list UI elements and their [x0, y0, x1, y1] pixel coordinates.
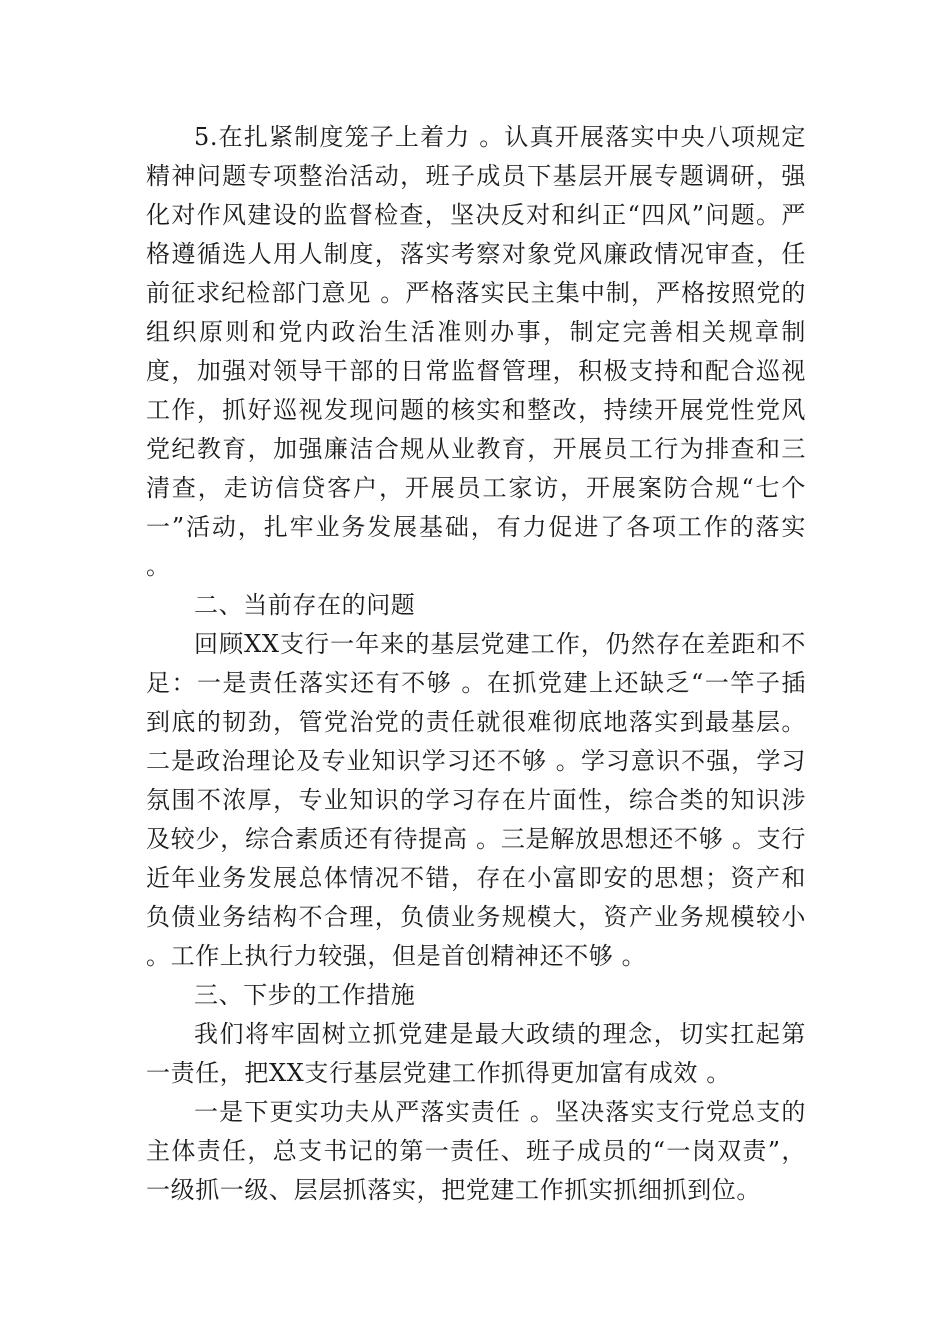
section-heading-next-measures: 三、下步的工作措施	[194, 981, 416, 1009]
section-heading-current-problems: 二、当前存在的问题	[194, 591, 416, 619]
paragraph-current-problems: 回顾XX支行一年来的基层党建工作，仍然存在差距和不足：一是责任落实还有不够 。在抓党建上还缺乏“一竿子插到底的韧劲，管党治党的责任就很难彻底地落实到最基层。二是政治理论及专业知识学习还不够 。学习意识不强，学习氛围不浓厚，专业知识的学习存在片面性，综合类的知识涉及较少，综合素质还有待提高 。三是解放思想还不够 。支行近年业务发展总体情况不错，存在小富即安的思想；资产和负债业务结构不合理，负债业务规模大，资产业务规模较小 。工作上执行力较强，但是首创精神还不够 。	[146, 630, 806, 970]
document-page	[146, 118, 806, 1210]
paragraph-next-measures-intro: 我们将牢固树立抓党建是最大政绩的理念，切实扛起第一责任，把XX支行基层党建工作抓得更加富有成效 。	[146, 1020, 806, 1087]
paragraph-institutional-cage: 5.在扎紧制度笼子上着力 。认真开展落实中央八项规定精神问题专项整治活动，班子成员下基层开展专题调研，强化对作风建设的监督检查，坚决反对和纠正“四风”问题。严格遵循选人用人制度，落实考察对象党风廉政情况审查，任前征求纪检部门意见 。严格落实民主集中制，严格按照党的组织原则和党内政治生活准则办事，制定完善相关规章制度，加强对领导干部的日常监督管理，积极支持和配合巡视工作，抓好巡视发现问题的核实和整改，持续开展党性党风党纪教育，加强廉洁合规从业教育，开展员工行为排查和三清查，走访信贷客户，开展员工家访，开展案防合规“七个一”活动，扎牢业务发展基础，有力促进了各项工作的落实 。	[146, 123, 806, 580]
paragraph-strict-responsibility: 一是下更实功夫从严落实责任 。坚决落实支行党总支的主体责任，总支书记的第一责任、班子成员的“一岗双责”，一级抓一级、层层抓落实，把党建工作抓实抓细抓到位。	[146, 1098, 806, 1204]
